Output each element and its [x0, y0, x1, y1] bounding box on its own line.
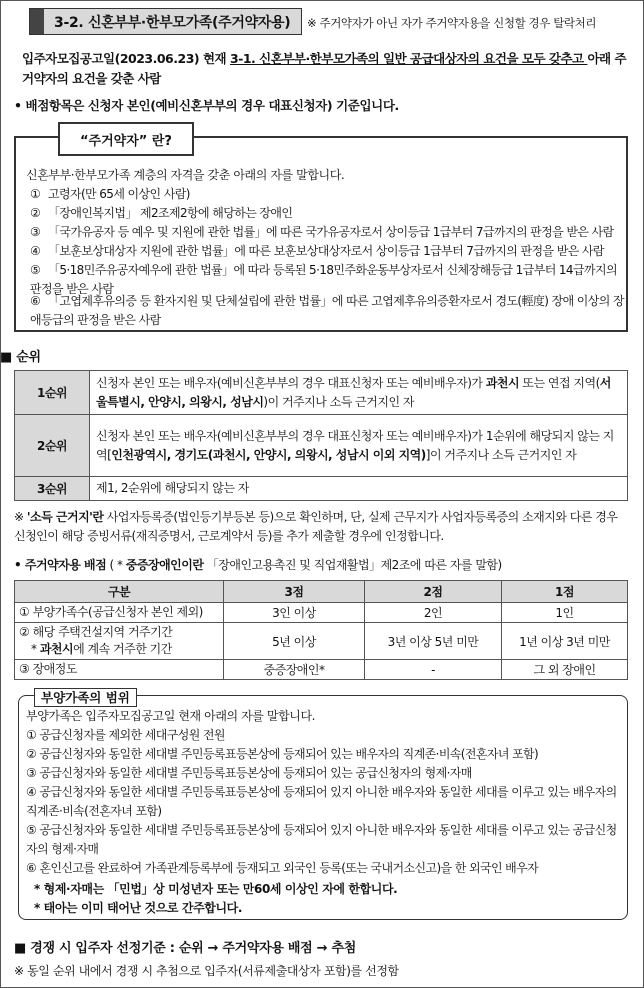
intro-underlined: 3-1. 신혼부부·한부모가족의 일반 공급대상자의 요건을 모두 갖추고	[229, 51, 588, 66]
rank-label: 1순위	[15, 371, 90, 415]
item-number: ⑥	[30, 294, 41, 308]
dependents-label: 부양가족의 범위	[34, 688, 137, 707]
rank-text-part: ]이 거주지나 소득 근거지인 자	[425, 447, 577, 462]
item-text: 고령자(만 65세 이상인 사람)	[48, 187, 190, 201]
item-number: ②	[30, 206, 41, 220]
section-title	[29, 8, 302, 35]
bonus-item-line: ② 해당 주택건설지역 거주기간	[19, 625, 173, 639]
intro-part1: 입주자모집공고일(2023.06.23) 현재	[22, 51, 230, 66]
dependents-star-note: * 태아는 이미 태어난 것으로 간주합니다.	[34, 901, 242, 915]
bonus-item	[15, 623, 224, 660]
header-3pt: 3점	[224, 581, 365, 603]
rank-text: 제1, 2순위에 해당되지 않는 자	[90, 477, 628, 501]
header-2pt: 2점	[365, 581, 502, 603]
bonus-1pt: 1인	[502, 603, 628, 623]
rank-label: 2순위	[15, 415, 90, 477]
definition-lead: 신혼부부·한부모가족 계층의 자격을 갖춘 아래의 자를 말합니다.	[26, 168, 345, 182]
dependents-star-note: * 형제·자매는 「민법」상 미성년자 또는 만60세 이상인 자에 한합니다.	[34, 882, 398, 896]
bonus-3pt: 중증장애인*	[224, 660, 365, 680]
section-title-text: 3-2. 신혼부부·한부모가족(주거약자용)	[54, 14, 291, 31]
title-note: ※ 주거약자가 아닌 자가 주거약자용을 신청할 경우 탈락처리	[307, 16, 597, 30]
bonus-item: ① 부양가족수(공급신청자 본인 제외)	[15, 603, 224, 623]
note-rest: 사업자등록증(법인등기부등본 등)으로 확인하며, 단, 실제 근무지가 사업자등록증의 소재지와 다른 경우 신청인이 해당 증빙서류(재직증명서, 근로계약서 등)를 추가 제출할 경우에 인정합니다.	[14, 510, 618, 543]
rank-text	[90, 415, 628, 477]
rank-text-bold: 과천시	[485, 375, 520, 390]
star-mark: *	[31, 642, 40, 656]
selection-criteria-note: ※ 동일 순위 내에서 경쟁 시 추첨으로 입주자(서류제출대상자 포함)를 선정함	[14, 964, 399, 978]
table-header-row	[15, 581, 628, 603]
item-number: ①	[30, 187, 41, 201]
dependents-item: ② 공급신청자와 동일한 세대별 주민등록표등본상에 등재되어 있는 배우자의 직계존·비속(전혼자녀 포함)	[26, 747, 539, 761]
income-base-note	[14, 508, 630, 546]
rank-text-part: 신청자 본인 또는 배우자(예비신혼부부의 경우 대표신청자 또는 예비배우자)가	[96, 375, 486, 390]
item-text: 「고엽제후유의증 등 환자지원 및 단체설립에 관한 법률」에 따른 고엽제후유의증환자로서 경도(輕度) 장애 이상의 장애등급의 판정을 받은 사람	[30, 294, 624, 327]
rank-label: 3순위	[15, 477, 90, 501]
bonus-heading-bold2: 중증장애인이란	[125, 558, 204, 572]
bonus-heading-paren: ( *	[106, 558, 126, 572]
rank-text-part: 또는 연접 지역(	[519, 375, 600, 390]
bonus-2pt: 2인	[365, 603, 502, 623]
bonus-1pt: 그 외 장애인	[502, 660, 628, 680]
bonus-2pt: -	[365, 660, 502, 680]
definition-item	[30, 223, 624, 242]
rank-text	[90, 371, 628, 415]
definition-item	[30, 185, 624, 204]
dependents-item: ⑥ 혼인신고를 완료하여 가족관계등록부에 등재되고 외국인 등록(또는 국내거소신고)을 한 외국인 배우자	[26, 861, 539, 875]
title-accent-bar	[30, 9, 44, 34]
note-prefix: ※	[14, 510, 27, 524]
dependents-item: ③ 공급신청자와 동일한 세대별 주민등록표등본상에 등재되어 있는 공급신청자의 형제·자매	[26, 766, 472, 780]
item-text: 「국가유공자 등 예우 및 지원에 관한 법률」에 따른 국가유공자로서 상이등급 1급부터 7급까지의 판정을 받은 사람	[48, 225, 614, 239]
bonus-3pt: 3인 이상	[224, 603, 365, 623]
dependents-item: ④ 공급신청자와 동일한 세대별 주민등록표등본상에 등재되어 있지 아니한 배우자와 동일한 세대를 이루고 있는 배우자의 직계존·비속(전혼자녀 포함)	[26, 785, 617, 818]
scoring-basis-note: • 배점항목은 신청자 본인(예비신혼부부의 경우 대표신청자) 기준입니다.	[14, 98, 399, 113]
rank-text-part: )이 거주지나 소득 근거지인 자	[263, 394, 414, 409]
table-row	[15, 660, 628, 680]
header-category: 구분	[15, 581, 224, 603]
item-text: 「5·18민주유공자예우에 관한 법률」에 따라 등록된 5·18민주화운동부상자로서 신체장해등급 1급부터 14급까지의 판정을 받은 사람	[30, 263, 617, 296]
bonus-item: ③ 장애정도	[15, 660, 224, 680]
table-row	[15, 603, 628, 623]
dependents-item: ① 공급신청자를 제외한 세대구성원 전원	[26, 728, 225, 742]
intro-paragraph	[22, 49, 632, 89]
ranking-table	[14, 370, 628, 501]
rank-text-bold: 인천광역시, 경기도(과천시, 안양시, 의왕시, 성남시 이외 지역)	[111, 447, 426, 462]
header-1pt: 1점	[502, 581, 628, 603]
dependents-item: ⑤ 공급신청자와 동일한 세대별 주민등록표등본상에 등재되어 있지 아니한 배우자와 동일한 세대를 이루고 있는 공급신청자의 형제·자매	[26, 823, 617, 856]
table-row	[15, 371, 628, 415]
bonus-table	[14, 580, 628, 680]
item-text: 「장애인복지법」 제2조제2항에 해당하는 장애인	[48, 206, 293, 220]
bonus-heading	[14, 556, 502, 573]
bonus-heading-rest: 「장애인고용촉진 및 직업재활법」제2조에 따른 자를 말함)	[203, 558, 502, 572]
rank-text-part: 신청자 본인 또는 배우자(예비신혼부부의 경우 대표신청자 또는 예비배우자)가 1순위에 해당되지 않는 지역[	[96, 428, 614, 462]
dependents-lead: 부양가족은 입주자모집공고일 현재 아래의 자를 말합니다.	[26, 709, 316, 723]
table-row	[15, 477, 628, 501]
note-bold: '소득 근거지'란	[26, 510, 104, 524]
definition-item	[30, 204, 624, 223]
intro-part2: 아래 주거약자의 요건을 갖춘 사람	[22, 51, 627, 86]
bold-city: 과천시	[39, 642, 74, 656]
table-row	[15, 415, 628, 477]
definition-item	[30, 292, 624, 330]
bonus-1pt: 1년 이상 3년 미만	[502, 623, 628, 660]
subline-rest: 에 계속 거주한 기간	[73, 642, 172, 656]
definition-label: “주거약자” 란?	[58, 122, 194, 156]
definition-item	[30, 242, 624, 261]
selection-criteria-heading: ■ 경쟁 시 입주자 선정기준 : 순위 → 주거약자용 배점 → 추첨	[14, 941, 356, 956]
bonus-item-subline	[19, 641, 222, 658]
item-number: ⑤	[30, 263, 41, 277]
item-number: ③	[30, 225, 41, 239]
item-number: ④	[30, 244, 41, 258]
ranking-heading: ■ 순위	[0, 350, 41, 365]
bonus-3pt: 5년 이상	[224, 623, 365, 660]
table-row	[15, 623, 628, 660]
bonus-heading-bold: • 주거약자용 배점	[14, 558, 107, 572]
item-text: 「보훈보상대상자 지원에 관한 법률」에 따른 보훈보상대상자로서 상이등급 1급부터 7급까지의 판정을 받은 사람	[48, 244, 604, 258]
rank-text-bold: 서울특별시, 안양시, 의왕시, 성남시	[96, 375, 611, 409]
bonus-2pt: 3년 이상 5년 미만	[365, 623, 502, 660]
